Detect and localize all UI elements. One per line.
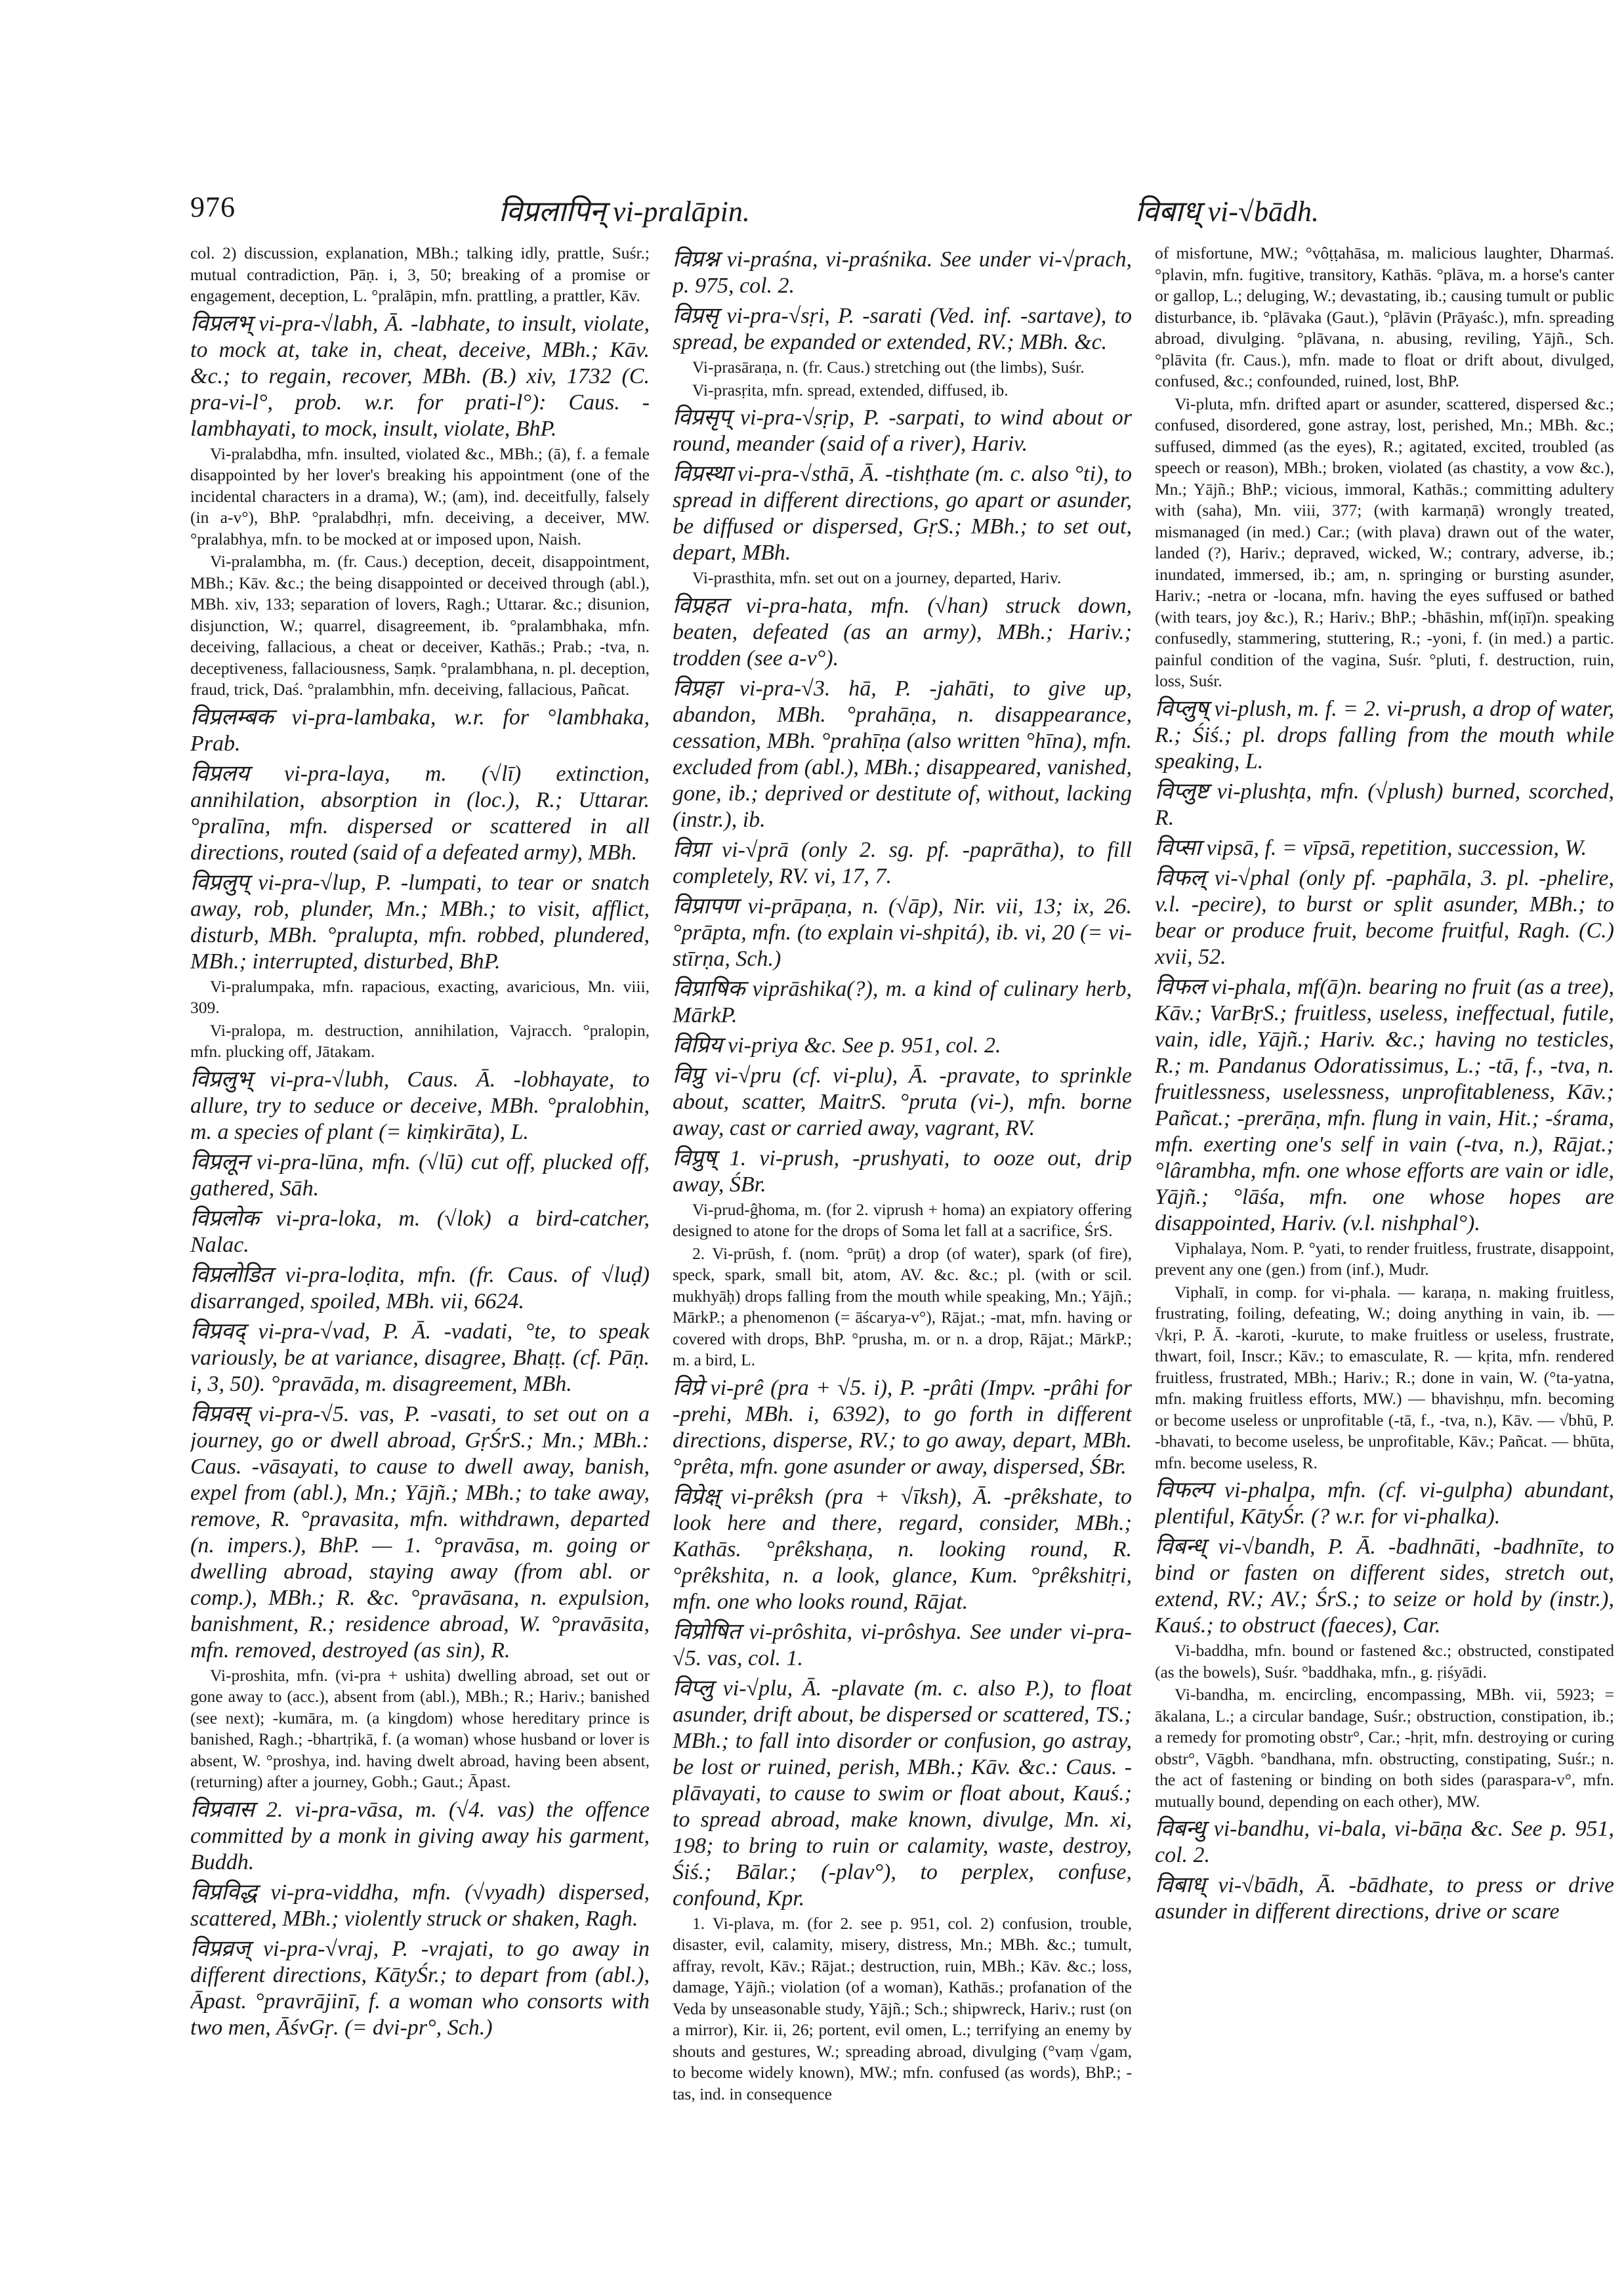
sub-entry: Vi-prasthita, mfn. set out on a journey, departed, Hariv. [692, 568, 1062, 587]
column-3 [1155, 243, 1614, 2250]
headword-entry: विप्रसृप् vi-pra-√sṛip, P. -sarpati, to wind about or round, meander (said of a river), Hariv. [673, 405, 1132, 456]
sub-entry: Vi-bandha, m. encircling, encompassing, MBh. vii, 5923; = ākalana, L.; a circular bandage, Suśr.; obstruction, constipation, ib.; a remedy for promoting obstr°, Car.; -hṛit, mfn. destroying or curing obstr°, Vāgbh. °bandhana, mfn. obstructing, constipating, Suśr.; n. the act of fastening or binding on both sides (paraspara-v°, mfn. mutually bound, depending on each other), MW. [1155, 1685, 1614, 1811]
sub-entry: Vi-proshita, mfn. (vi-pra + ushita) dwelling abroad, set out or gone away to (acc.), absent from (abl.), MBh.; R.; Hariv.; banished (see next); -kumāra, m. (a kingdom) whose hereditary prince is banished, Ragh.; -bhartṛikā, f. (a woman) whose husband or lover is absent, W. °proshya, ind. having dwelt abroad, having been absent, (returning) after a journey, Gobh.; Gaut.; Āpast. [190, 1665, 650, 1791]
headword-entry: विप्रलोक vi-pra-loka, m. (√lok) a bird-catcher, Nalac. [190, 1206, 650, 1257]
headword-entry: विफल् vi-√phal (only pf. -paphāla, 3. pl. -phelire, v.l. -pecire), to burst or split asunder, MBh.; to bear or produce fruit, become fruitful, Ragh. (C.) xvii, 52. [1155, 865, 1614, 969]
right-running-head: विबाध् vi-√bādh. [1135, 196, 1319, 228]
headword-entry: विप्रेक्ष् vi-prêksh (pra + √īksh), Ā. -prêkshate, to look here and there, regard, consider, MBh.; Kathās. °prêkshaṇa, n. looking round, R. °prêkshita, n. a look, glance, Kum. °prêkshitṛi, mfn. one who looks round, Rājat. [673, 1484, 1132, 1614]
headword-entry: विप्रे vi-prê (pra + √5. i), P. -prâti (Impv. -prâhi for -prehi, MBh. i, 6392), to go forth in different directions, disperse, RV.; to go away, depart, MBh. °prêta, mfn. gone asunder or away, dispersed, ŚBr. [673, 1375, 1132, 1479]
sub-entry: 1. Vi-plava, m. (for 2. see p. 951, col. 2) confusion, trouble, disaster, evil, calamity, misery, distress, Mn.; MBh. &c.; tumult, affray, revolt, Kāv.; Rājat.; destruction, ruin, MBh.; Kāv. &c.; loss, damage, Yājñ.; violation (of a woman), Kathās.; profanation of the Veda by unseasonable study, Yājñ.; Sch.; shipwreck, Hariv.; rust (on a mirror), Kir. ii, 26; portent, evil omen, L.; terrifying an enemy by shouts and gestures, W.; spreading abroad, divulging (°vaṃ √gam, to become widely known), MW.; mfn. confused (as words), BhP.; -tas, ind. in consequence [673, 1913, 1132, 2103]
headword-entry: विप्रस्था vi-pra-√sthā, Ā. -tishṭhate (m. c. also °ti), to spread in different directions, go apart or asunder, be diffused or dispersed, GṛS.; MBh.; to set out, depart, MBh. [673, 462, 1132, 565]
headword-entry: विप्रोषित vi-prôshita, vi-prôshya. See under vi-pra-√5. vas, col. 1. [673, 1619, 1132, 1670]
headword-entry: विफल्प vi-phalpa, mfn. (cf. vi-gulpha) abundant, plentiful, KātyŚr. (? w.r. for vi-phalka). [1155, 1478, 1614, 1529]
headword-entry: विप्रवद् vi-pra-√vad, P. Ā. -vadati, °te, to speak variously, be at variance, disagree, Bhaṭṭ. (cf. Pāṇ. i, 3, 50). °pravāda, m. disagreement, MBh. [190, 1319, 650, 1396]
headword-entry: विप्रलुप् vi-pra-√lup, P. -lumpati, to tear or snatch away, rob, plunder, Mn.; MBh.; to visit, afflict, disturb, MBh. °pralupta, mfn. robbed, plundered, MBh.; interrupted, disturbed, BhP. [190, 870, 650, 974]
headword-entry: विप्रिय vi-priya &c. See p. 951, col. 2. [673, 1033, 1001, 1058]
headword-entry: विबन्ध् vi-√bandh, P. Ā. -badhnāti, -badhnīte, to bind or fasten on different sides, stretch out, extend, RV.; AV.; ŚrS.; to seize or hold by (instr.), Kauś.; to obstruct (faeces), Car. [1155, 1535, 1614, 1638]
headword-entry: विबाध् vi-√bādh, Ā. -bādhate, to press or drive asunder in different directions, drive or scare [1155, 1873, 1614, 1924]
left-running-head: विप्रलापिन् vi-pralāpin. [499, 196, 750, 228]
sub-entry: 2. Vi-prūsh, f. (nom. °prūṭ) a drop (of water), spark (of fire), speck, spark, small bit, atom, AV. &c. &c.; pl. (with or scil. mukhyāḥ) drops falling from the mouth while speaking, Mn.; Yājñ.; MārkP.; a phenomenon (= āścarya-v°), Rājat.; -mat, mfn. having or covered with drops, BhP. °prusha, m. or n. a drop, Rājat.; MārkP.; m. a bird, L. [673, 1243, 1132, 1369]
dictionary-page [190, 190, 1617, 2257]
sub-entry: Vi-pralambha, m. (fr. Caus.) deception, deceit, disappointment, MBh.; Kāv. &c.; the being disappointed or deceived through (abl.), MBh. xiv, 133; separation of lovers, Ragh.; Uttarar. &c.; disunion, disjunction, W.; quarrel, disagreement, ib. °pralambhaka, mfn. deceiving, fallacious, a cheat or deceiver, Kathās.; Prab.; -tva, n. deceptiveness, fallaciousness, Saṃk. °pralambhana, n. pl. deception, fraud, trick, Daś. °pralambhin, mfn. deceiving, fallacious, Pañcat. [190, 552, 650, 699]
headword-entry: विप्रापण vi-prāpaṇa, n. (√āp), Nir. vii, 13; ix, 26. °prāpta, mfn. (to explain vi-shpitá), ib. vi, 20 (= vi-stīrṇa, Sch.) [673, 894, 1132, 971]
headword-entry: विप्लु vi-√plu, Ā. -plavate (m. c. also P.), to float asunder, drift about, be dispersed or scattered, TS.; MBh.; to fall into disorder or confusion, go astray, be lost or ruined, perish, MBh.; Kāv. &c.: Caus. -plāvayati, to cause to swim or float about, Kauś.; to spread abroad, make known, divulge, Mn. xi, 198; to bring to ruin or calamity, waste, destroy, Śiś.; Bālar.; (-plav°), to perplex, confuse, confound, Kpr. [673, 1676, 1132, 1911]
text-columns [190, 243, 1617, 2250]
column-2 [673, 243, 1132, 2250]
headword-entry: विप्रवास 2. vi-pra-vāsa, m. (√4. vas) the offence committed by a monk in giving away his garment, Buddh. [190, 1797, 650, 1874]
headword-entry: विप्रविद्ध vi-pra-viddha, mfn. (√vyadh) dispersed, scattered, MBh.; violently struck or shaken, Ragh. [190, 1880, 650, 1931]
headword-entry: विप्रलभ् vi-pra-√labh, Ā. -labhate, to insult, violate, to mock at, take in, cheat, deceive, MBh.; Kāv. &c.; to regain, recover, MBh. (B.) xiv, 1732 (C. pra-vi-l°, prob. w.r. for prati-l°): Caus. -lambhayati, to mock, insult, violate, BhP. [190, 311, 650, 441]
column-1 [190, 243, 650, 2250]
headword-entry: विप्रुष् 1. vi-prush, -prushyati, to ooze out, drip away, ŚBr. [673, 1146, 1132, 1197]
headword-entry: विबन्धु vi-bandhu, vi-bala, vi-bāṇa &c. See p. 951, col. 2. [1155, 1817, 1614, 1867]
continuation-text: col. 2) discussion, explanation, MBh.; talking idly, prattle, Suśr.; mutual contradiction, Pāṇ. i, 3, 50; breaking of a promise or engagement, deception, L. °pralāpin, mfn. prattling, a prattler, Kāv. [190, 243, 650, 305]
headword-entry: विप्रु vi-√pru (cf. vi-plu), Ā. -pravate, to sprinkle about, scatter, MaitrS. °pruta (vi-), mfn. borne away, cast or carried away, vagrant, RV. [673, 1063, 1132, 1140]
headword-entry: विप्रव्रज् vi-pra-√vraj, P. -vrajati, to go away in different directions, KātyŚr.; to depart from (abl.), Āpast. °pravrājinī, f. a woman who consorts with two men, ĀśvGṛ. (= dvi-pr°, Sch.) [190, 1936, 650, 2040]
sub-entry: Viphalaya, Nom. P. °yati, to render fruitless, frustrate, disappoint, prevent any one (gen.) from (inf.), Mudr. [1155, 1238, 1614, 1279]
headword-entry: विप्रलुभ् vi-pra-√lubh, Caus. Ā. -lobhayate, to allure, try to seduce or deceive, MBh. °pralobhin, m. a species of plant (= kiṃkirāta), L. [190, 1067, 650, 1144]
headword-entry: विप्लुष्ट vi-plushṭa, mfn. (√plush) burned, scorched, R. [1155, 779, 1614, 830]
sub-entry: Vi-pralabdha, mfn. insulted, violated &c., MBh.; (ā), f. a female disappointed by her lover's breaking his appointment (one of the incidental characters in a drama), W.; (am), ind. deceitfully, falsely (in a-v°), BhP. °pralabdhṛi, mfn. deceiving, a deceiver, MW. °pralabhya, mfn. to be mocked at or imposed upon, Naish. [190, 444, 650, 548]
headword-entry: विप्रहत vi-pra-hata, mfn. (√han) struck down, beaten, defeated (as an army), MBh.; Hariv.; trodden (see a-v°). [673, 593, 1132, 671]
sub-entry: Vi-pralopa, m. destruction, annihilation, Vajracch. °pralopin, mfn. plucking off, Jātakam. [190, 1020, 650, 1061]
headword-entry: विप्रलम्बक vi-pra-lambaka, w.r. for °lambhaka, Prab. [190, 705, 650, 756]
sub-entry: Vi-pralumpaka, mfn. rapacious, exacting, avaricious, Mn. viii, 309. [190, 976, 650, 1017]
sub-entry: Vi-prasṛita, mfn. spread, extended, diffused, ib. [692, 380, 1009, 400]
headword-entry: विप्रलोडित vi-pra-loḍita, mfn. (fr. Caus. of √luḍ) disarranged, spoiled, MBh. vii, 6624. [190, 1262, 650, 1313]
sub-entry: Vi-prasāraṇa, n. (fr. Caus.) stretching out (the limbs), Suśr. [692, 358, 1085, 377]
page-number: 976 [190, 191, 236, 223]
page-header [190, 190, 1617, 230]
headword-entry: विप्सा vipsā, f. = vīpsā, repetition, succession, W. [1155, 835, 1587, 860]
sub-entry: Vi-pluta, mfn. drifted apart or asunder, scattered, dispersed &c.; confused, disordered, gone astray, lost, perished, Mn.; MBh. &c.; suffused, dimmed (as the eyes), R.; agitated, excited, troubled (as speech or reason), MBh.; broken, violated (as chastity, a vow &c.), Mn.; Yājñ.; BhP.; vicious, immoral, Kathās.; committing adultery with (saha), Mn. viii, 377; (with karmaṇā) wrongly treated, mismanaged (in med.) Car.; (with plava) drawn out of the water, landed (?), Hariv.; depraved, wicked, W.; contrary, adverse, ib.; inundated, immersed, ib.; am, n. springing or bursting asunder, Hariv.; -netra or -locana, mfn. having the eyes suffused or bathed (with tears, joy &c.), R.; Hariv.; BhP.; -bhāshin, mf(iṇī)n. speaking confusedly, stammering, stuttering, R.; -yoni, f. (in med.) a partic. painful condition of the vagina, Suśr. °pluti, f. destruction, ruin, loss, Suśr. [1155, 394, 1614, 690]
sub-entry: Viphalī, in comp. for vi-phala. — karaṇa, n. making fruitless, frustrating, foiling, defeating, W.; doing anything in vain, ib. — √kṛi, P. Ā. -karoti, -kurute, to make fruitless or useless, frustrate, thwart, foil, Inscr.; Kāv.; to emasculate, R. — kṛita, mfn. rendered fruitless, frustrated, MBh.; Hariv.; R.; done in vain, W. (°ta-yatna, mfn. making fruitless efforts, MW.) — bhavishṇu, mfn. becoming or become useless or unprofitable (-tā, f., -tva, n.), Kāv. — √bhū, P. -bhavati, to become useless, be unprofitable, Kāv.; Pañcat. — bhūta, mfn. become useless, R. [1155, 1282, 1614, 1472]
headword-entry: विप्रहा vi-pra-√3. hā, P. -jahāti, to give up, abandon, MBh. °prahāṇa, n. disappearance, cessation, MBh. °prahīṇa (also written °hīna), mfn. excluded from (abl.), MBh.; disappeared, vanished, gone, ib.; deprived or destitute of, without, lacking (instr.), ib. [673, 676, 1132, 832]
sub-entry: Vi-baddha, mfn. bound or fastened &c.; obstructed, constipated (as the bowels), Suśr. °baddhaka, mfn., g. ṛiśyādi. [1155, 1641, 1614, 1682]
headword-entry: विप्रलय vi-pra-laya, m. (√lī) extinction, annihilation, absorption in (loc.), R.; Uttarar. °pralīna, mfn. dispersed or scattered in all directions, routed (said of a defeated army), MBh. [190, 761, 650, 865]
headword-entry: विफल vi-phala, mf(ā)n. bearing no fruit (as a tree), Kāv.; VarBṛS.; fruitless, useless, ineffectual, futile, vain, idle, Yājñ.; Hariv. &c.; having no testicles, R.; m. Pandanus Odoratissimus, L.; -tā, f., -tva, n. fruitlessness, uselessness, unprofitableness, Kāv.; Pañcat.; -prerāṇa, mfn. flung in vain, Hit.; -śrama, mfn. exerting one's self in vain (-tva, n.), Rājat.; °lârambha, mfn. one whose efforts are vain or idle, Yājñ.; °lāśa, mfn. one whose hopes are disappointed, Hariv. (v.l. nishphal°). [1155, 974, 1614, 1235]
headword-entry: विप्रश्न vi-praśna, vi-praśnika. See under vi-√prach, p. 975, col. 2. [673, 247, 1132, 298]
headword-entry: विप्राषिक viprāshika(?), m. a kind of culinary herb, MārkP. [673, 976, 1132, 1027]
headword-entry: विप्रसृ vi-pra-√sṛi, P. -sarati (Ved. inf. -sartave), to spread, be expanded or extended, RV.; MBh. &c. [673, 304, 1132, 354]
headword-entry: विप्रा vi-√prā (only 2. sg. pf. -paprātha), to fill completely, RV. vi, 17, 7. [673, 837, 1132, 888]
continuation-text: of misfortune, MW.; °vôṭṭahāsa, m. malicious laughter, Dharmaś. °plavin, mfn. fugitive, transitory, Kathās. °plāva, m. a horse's canter or gallop, L.; deluging, W.; devastating, ib.; causing tumult or public disturbance, ib. °plāvaka (Gaut.), °plāvin (Prāyaśc.), mfn. spreading abroad, divulging. °plāvana, n. abusing, reviling, Yājñ., Sch. °plāvita (fr. Caus.), mfn. made to float or drift about, divulged, confused, &c.; confounded, ruined, lost, BhP. [1155, 243, 1614, 390]
headword-entry: विप्लुष् vi-plush, m. f. = 2. vi-prush, a drop of water, R.; Śiś.; pl. drops falling from the mouth while speaking, L. [1155, 696, 1614, 774]
headword-entry: विप्रवस् vi-pra-√5. vas, P. -vasati, to set out on a journey, go or dwell abroad, GṛŚrS.; Mn.; MBh.: Caus. -vāsayati, to cause to dwell away, banish, expel from (abl.), Mn.; Yājñ.; MBh.; to take away, remove, R. °pravasita, mfn. withdrawn, departed (n. impers.), BhP. — 1. °pravāsa, m. going or dwelling abroad, staying away (from abl. or comp.), MBh.; R. &c. °pravāsana, n. expulsion, banishment, R.; residence abroad, W. °pravāsita, mfn. removed, destroyed (as sin), R. [190, 1401, 650, 1663]
sub-entry: Vi-prud-ĝhoma, m. (for 2. viprush + homa) an expiatory offering designed to atone for the drops of Soma let fall at a sacrifice, ŚrS. [673, 1199, 1132, 1240]
headword-entry: विप्रलून vi-pra-lūna, mfn. (√lū) cut off, plucked off, gathered, Sāh. [190, 1149, 650, 1201]
